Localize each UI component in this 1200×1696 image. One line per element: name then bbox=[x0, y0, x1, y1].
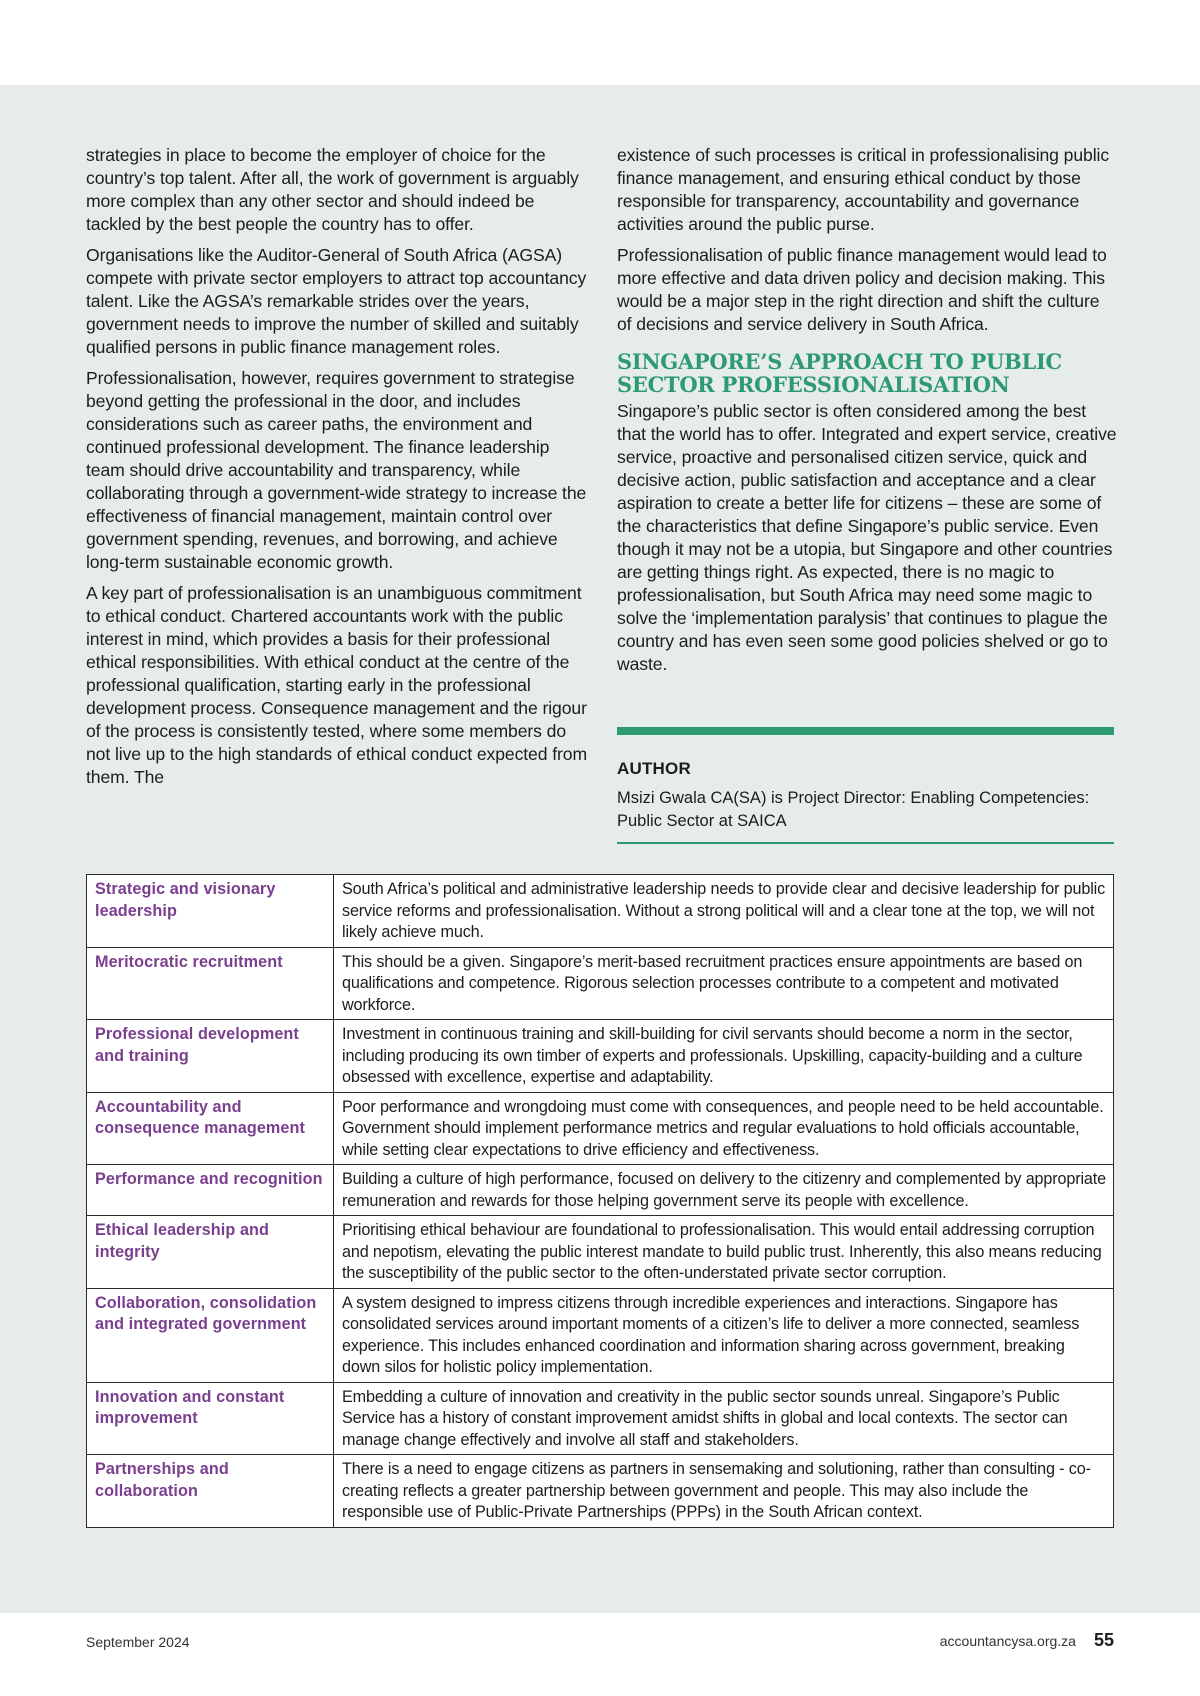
left-paragraph-3: Professionalisation, however, requires government to strategise beyond getting the professional in the door, and includes considerations such as career paths, the environment and continued professional development. The finance leadership team should drive accountability and transparency, while collaborating through a government-wide strategy to increase the effectiveness of financial management, maintain control over government spending, revenues, and borrowing, and achieve long-term sustainable economic growth. bbox=[86, 368, 587, 572]
left-column bbox=[86, 144, 591, 797]
author-top-rule bbox=[617, 727, 1114, 735]
left-paragraph-1: strategies in place to become the employer of choice for the country’s top talent. After all, the work of government is arguably more complex than any other sector and should indeed be tackled by the best people the country has to offer. bbox=[86, 145, 579, 234]
author-box bbox=[617, 727, 1114, 844]
left-paragraph-4: A key part of professionalisation is an unambiguous commitment to ethical conduct. Chartered accountants work with the public interest in mind, which provides a basis for their professional ethical responsibilities. With ethical conduct at the centre of the professional qualification, starting early in the professional development process. Consequence management and the rigour of the process is consistently tested, where some members do not live up to the high standards of ethical conduct expected from them. The bbox=[86, 583, 587, 787]
row-description: Prioritising ethical behaviour are foundational to professionalisation. This would entail addressing corruption and nepotism, elevating the public interest mandate to build public trust. Inherently, this also means reducing the susceptibility of the public sector to the often-understated private sector corruption. bbox=[334, 1216, 1114, 1289]
table-row bbox=[87, 1020, 1114, 1093]
table-row bbox=[87, 1165, 1114, 1216]
table-row bbox=[87, 1092, 1114, 1165]
row-label: Partnerships and collaboration bbox=[87, 1455, 334, 1528]
author-label: AUTHOR bbox=[617, 759, 691, 778]
row-label: Innovation and constant improvement bbox=[87, 1382, 334, 1455]
left-paragraph-2: Organisations like the Auditor-General of South Africa (AGSA) compete with private sector employers to attract top accountancy talent. Like the AGSA’s remarkable strides over the years, government needs to improve the number of skilled and suitably qualified persons in public finance management roles. bbox=[86, 245, 587, 357]
section-paragraph: Singapore’s public sector is often considered among the best that the world has to offer. Integrated and expert service, creative service, proactive and personalised citizen service, quick and decisive action, public satisfaction and acceptance and a clear aspiration to create a better life for citizens – these are some of the characteristics that define Singapore’s public service. Even though it may not be a utopia, but Singapore and other countries are getting things right. As expected, there is no magic to professionalisation, but South Africa may need some magic to solve the ‘implementation paralysis’ that continues to plague the country and has even seen some good policies shelved or go to waste. bbox=[617, 401, 1117, 674]
table-row bbox=[87, 1455, 1114, 1528]
row-description: Building a culture of high performance, focused on delivery to the citizenry and complemented by appropriate remuneration and rewards for those helping government serve its people with excellence. bbox=[334, 1165, 1114, 1216]
row-label: Strategic and visionary leadership bbox=[87, 875, 334, 948]
page-number: 55 bbox=[1093, 1630, 1114, 1650]
footer-date: September 2024 bbox=[86, 1634, 190, 1650]
row-description: A system designed to impress citizens through incredible experiences and interactions. Singapore has consolidated services around important moments of a citizen’s life to deliver a more connected, seamless experience. This includes enhanced coordination and information sharing across government, breaking down silos for holistic policy implementation. bbox=[334, 1288, 1114, 1382]
right-paragraph-2: Professionalisation of public finance management would lead to more effective and data driven policy and decision making. This would be a major step in the right direction and shift the culture of decisions and service delivery in South Africa. bbox=[617, 245, 1107, 334]
row-description: Embedding a culture of innovation and creativity in the public sector sounds unreal. Singapore’s Public Service has a history of constant improvement amidst shifts in global and local contexts. The sector can manage change effectively and involve all staff and stakeholders. bbox=[334, 1382, 1114, 1455]
author-bottom-rule bbox=[617, 842, 1114, 844]
footer-website: accountancysa.org.za bbox=[939, 1633, 1076, 1649]
row-description: This should be a given. Singapore’s merit-based recruitment practices ensure appointments are based on qualifications and competence. Rigorous selection processes contribute to a competent and motivated workforce. bbox=[334, 947, 1114, 1020]
footer-right bbox=[940, 1630, 1114, 1651]
right-paragraph-1: existence of such processes is critical in professionalising public finance management, and ensuring ethical conduct by those responsible for transparency, accountability and governance activities around the public purse. bbox=[617, 145, 1110, 234]
section-heading: SINGAPORE’S APPROACH TO PUBLIC SECTOR PROFESSIONALISATION bbox=[617, 349, 1062, 397]
table-row bbox=[87, 1382, 1114, 1455]
row-description: There is a need to engage citizens as partners in sensemaking and solutioning, rather than consulting - co-creating reflects a greater partnership between government and people. This may also include the responsible use of Public-Private Partnerships (PPPs) in the South African context. bbox=[334, 1455, 1114, 1528]
table-row bbox=[87, 1288, 1114, 1382]
row-label: Accountability and consequence management bbox=[87, 1092, 334, 1165]
row-description: Investment in continuous training and skill-building for civil servants should become a norm in the sector, including producing its own timber of experts and professionals. Upskilling, capacity-building and a culture obsessed with excellence, expertise and adaptability. bbox=[334, 1020, 1114, 1093]
row-description: South Africa’s political and administrative leadership needs to provide clear and decisive leadership for public service reforms and professionalisation. Without a strong political will and a clear tone at the top, we will not likely achieve much. bbox=[334, 875, 1114, 948]
row-description: Poor performance and wrongdoing must come with consequences, and people need to be held accountable. Government should implement performance metrics and regular evaluations to hold officials accountable, while setting clear expectations to drive efficiency and effectiveness. bbox=[334, 1092, 1114, 1165]
table-row bbox=[87, 947, 1114, 1020]
right-column bbox=[617, 144, 1117, 684]
row-label: Ethical leadership and integrity bbox=[87, 1216, 334, 1289]
row-label: Meritocratic recruitment bbox=[87, 947, 334, 1020]
row-label: Collaboration, consolidation and integrated government bbox=[87, 1288, 334, 1382]
table-row bbox=[87, 875, 1114, 948]
row-label: Performance and recognition bbox=[87, 1165, 334, 1216]
row-label: Professional development and training bbox=[87, 1020, 334, 1093]
table-row bbox=[87, 1216, 1114, 1289]
competencies-table bbox=[86, 874, 1114, 1528]
author-bio: Msizi Gwala CA(SA) is Project Director: Enabling Competencies: Public Sector at SAICA bbox=[617, 789, 1090, 830]
